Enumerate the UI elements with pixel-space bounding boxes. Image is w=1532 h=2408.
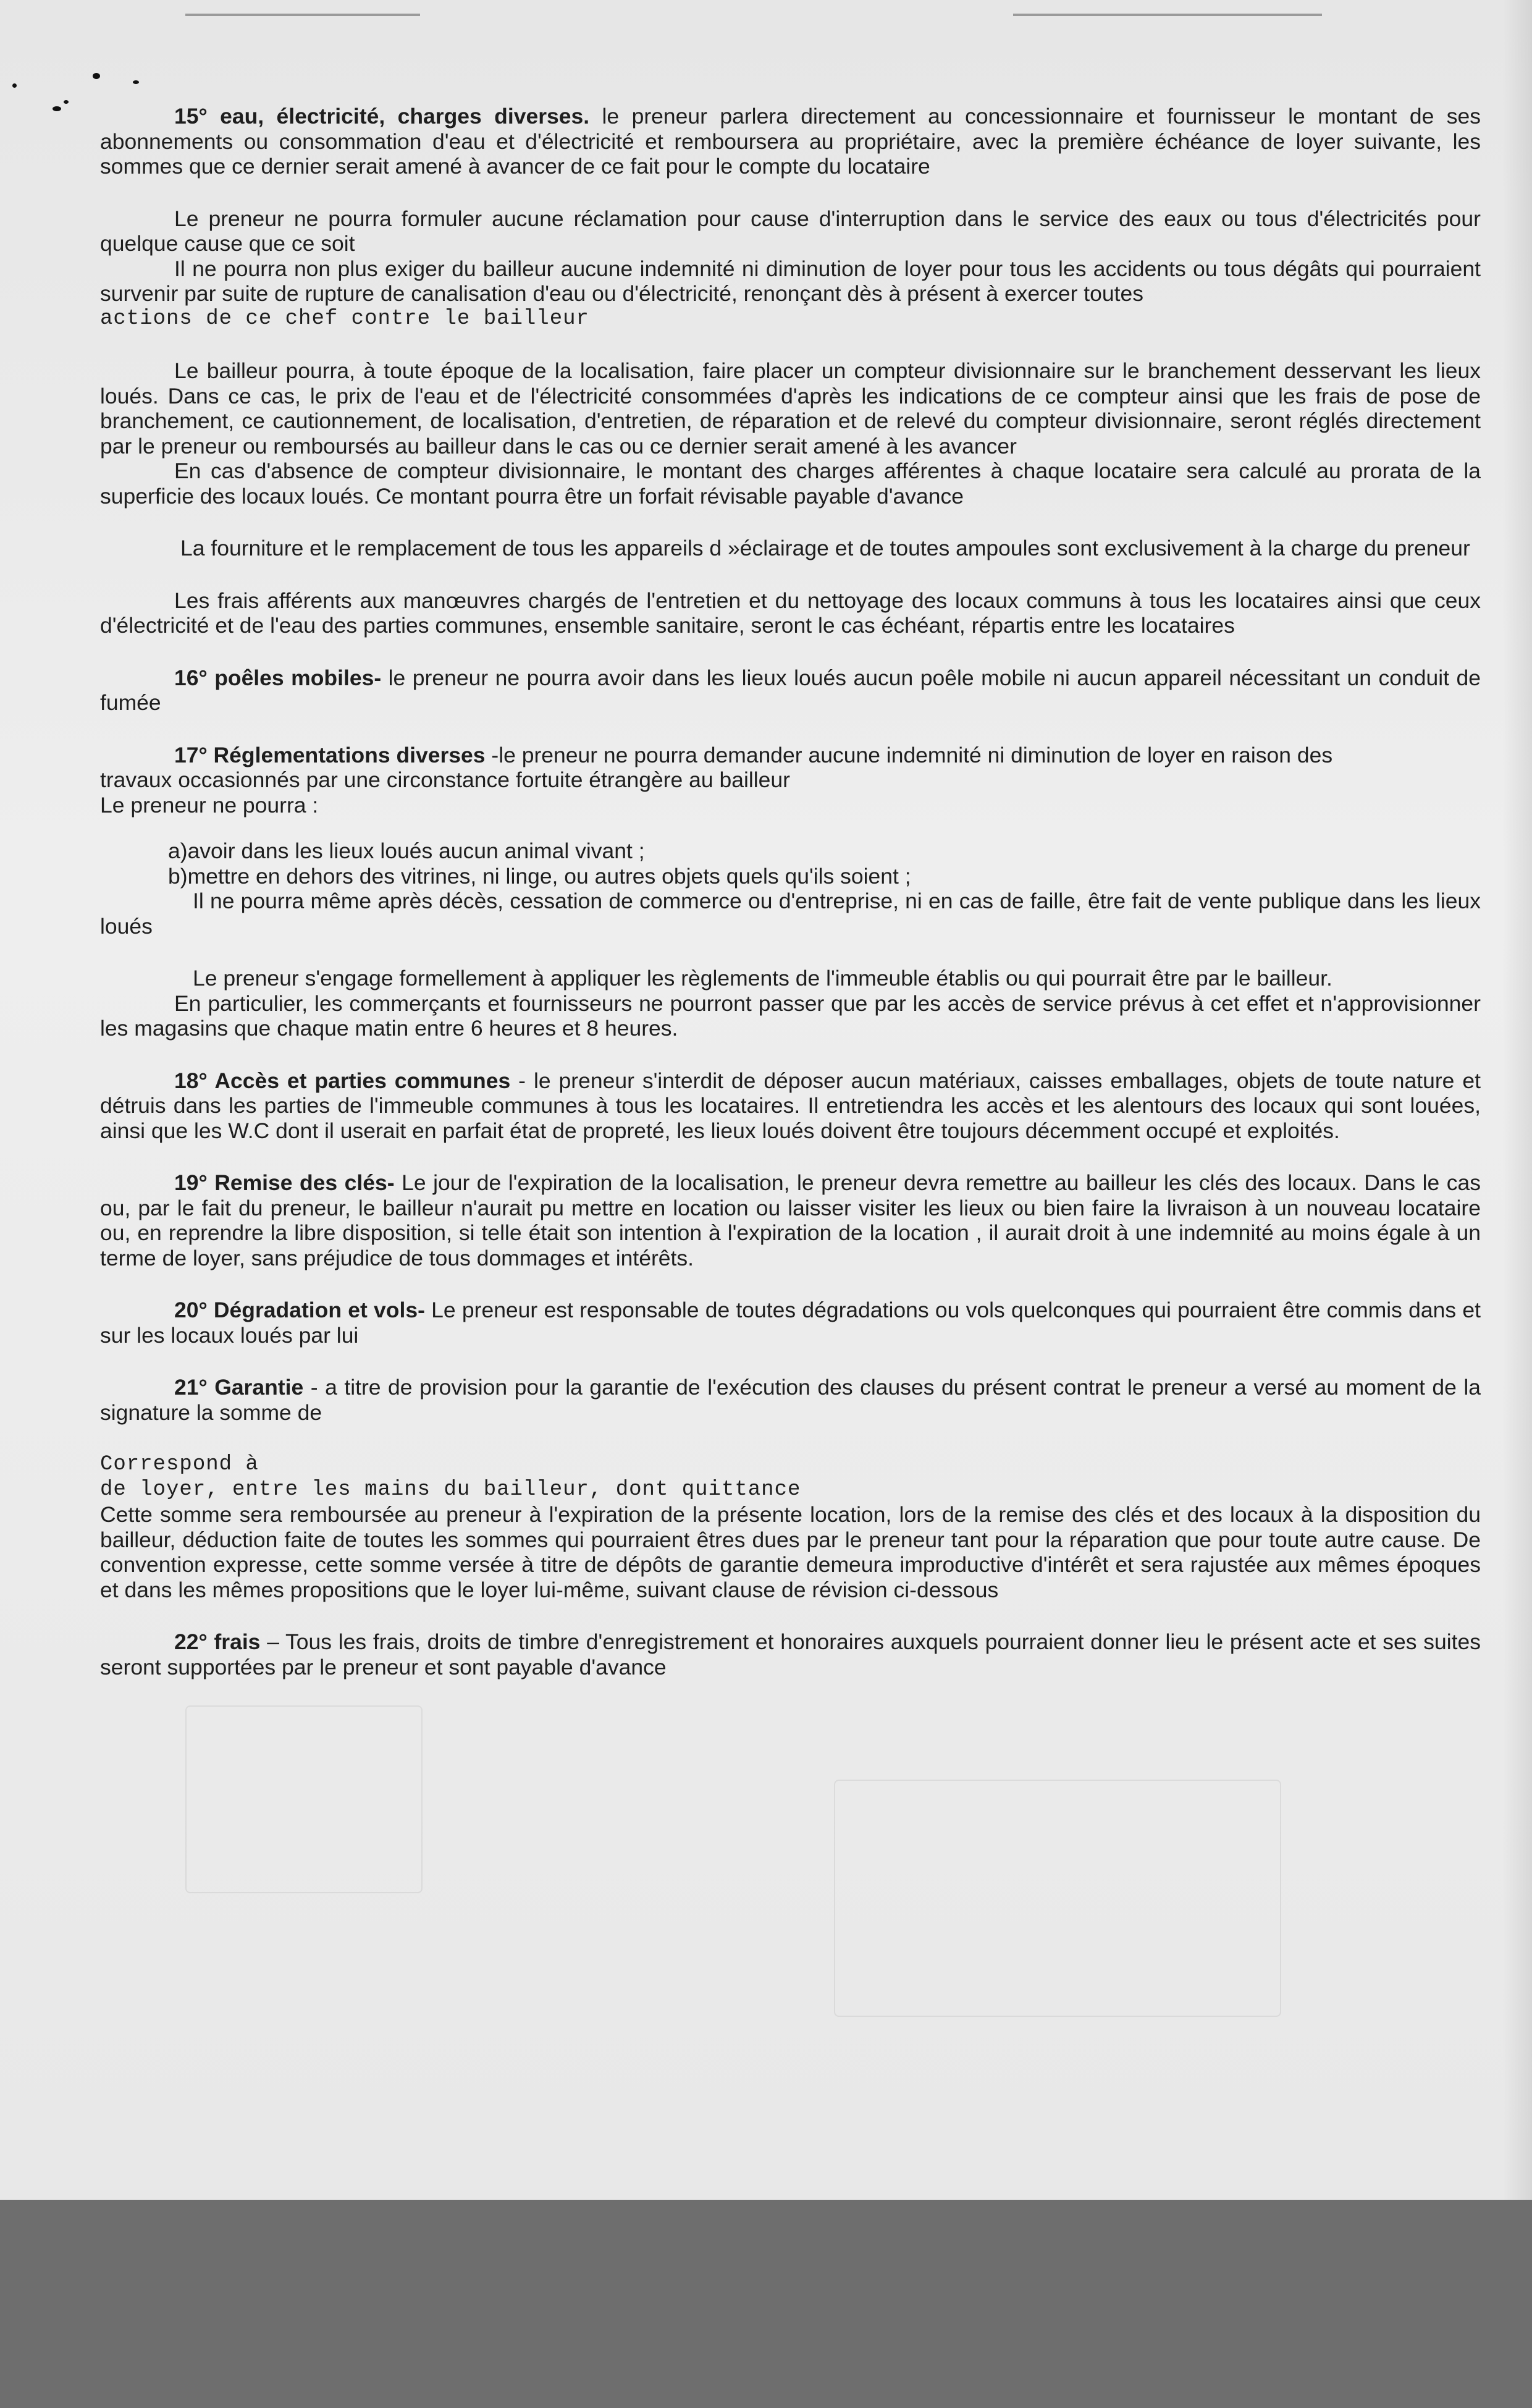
clause-17-commercants: En particulier, les commerçants et fournisseurs ne pourront passer que par les accès de service prévus à cet effet et n'approvisionner les magasins que chaque matin entre 6 heures et 8 heures. xyxy=(100,991,1481,1041)
clause-15-reclamation: Le preneur ne pourra formuler aucune réclamation pour cause d'interruption dans le service des eaux ou tous d'électricités pour quelque cause que ce soit xyxy=(100,206,1481,256)
clause-19-heading: 19° Remise des clés- xyxy=(174,1170,395,1195)
scan-edge-mark xyxy=(1013,14,1322,16)
clause-17-heading: 17° Réglementations diverses xyxy=(174,742,486,767)
clause-17-intro: Le preneur ne pourra : xyxy=(100,792,319,817)
clause-21-remboursement: Cette somme sera remboursée au preneur à l'expiration de la présente location, lors de la remise des clés et des locaux à la disposition du bailleur, déduction faite de toutes les sommes qui pourraient êtres dues par le preneur tant pour la réparation que pour toute autre cause. De convention expresse, cette somme versée à titre de dépôts de garantie demeura improductive d'intérêt et sera rajustée aux mêmes époques et dans les mêmes propositions que le loyer lui-même, suivant clause de révision ci-dessous xyxy=(100,1502,1481,1602)
clause-20-heading: 20° Dégradation et vols- xyxy=(174,1298,425,1322)
clause-21-quittance: de loyer, entre les mains du bailleur, dont quittance xyxy=(100,1477,801,1502)
clause-21-heading: 21° Garantie xyxy=(174,1375,304,1400)
clause-19-paragraph: 19° Remise des clés- Le jour de l'expiration de la localisation, le preneur devra remettre au bailleur les clés des locaux. Dans le cas ou, par le fait du preneur, le bailleur n'aurait pu mettre en location ou laisser visiter les lieux ou bien faire la livraison à un nouveau locataire ou, en reprendre la libre disposition, si telle était son intention à l'expiration de la location , il aurait droit à une indemnité au moins égale à un terme de loyer, sans préjudice de tous dommages et intérêts. xyxy=(100,1170,1481,1270)
clause-15-paragraph: 15° eau, électricité, charges diverses. le preneur parlera directement au concessionnaire et fournisseur le montant de ses abonnements ou consommation d'eau et d'électricité et remboursera au propriétaire, avec la première échéance de loyer suivante, les sommes que ce dernier serait amené à avancer de ce fait pour le compte du locataire xyxy=(100,104,1481,179)
scan-speck xyxy=(64,100,69,104)
clause-21-correspond: Correspond à xyxy=(100,1453,259,1476)
clause-15-indemnite: Il ne pourra non plus exiger du bailleur aucune indemnité ni diminution de loyer pour tous les accidents ou tous dégâts qui pourraient survenir par suite de rupture de canalisation d'eau ou d'électricité, renonçant dès à présent à exercer toutes xyxy=(100,256,1481,306)
clause-17-item-a: a)avoir dans les lieux loués aucun animal vivant ; xyxy=(168,839,645,863)
clause-17-item-b: b)mettre en dehors des vitrines, ni linge, ou autres objets quels qu'ils soient ; xyxy=(168,863,911,889)
clause-15-indemnite-end: actions de ce chef contre le bailleur xyxy=(100,306,589,331)
clause-15-frais: Les frais afférents aux manœuvres chargés de l'entretien et du nettoyage des locaux communs à tous les locataires ainsi que ceux d'électricité et de l'eau des parties communes, ensemble sanitaire, seront le cas échéant, répartis entre les locataires xyxy=(100,588,1481,638)
clause-15-heading: 15° eau, électricité, charges diverses. xyxy=(174,104,590,129)
clause-22-heading: 22° frais xyxy=(174,1629,261,1654)
clause-15-absence-compteur: En cas d'absence de compteur divisionnaire, le montant des charges afférentes à chaque locataire sera calculé au prorata de la superficie des locaux loués. Ce montant pourra être un forfait révisable payable d'avance xyxy=(100,458,1481,509)
clause-18-paragraph: 18° Accès et parties communes - le preneur s'interdit de déposer aucun matériaux, caisses emballages, objets de toute nature et détruis dans les parties de l'immeuble communes à tous les locataires. Il entretiendra les accès et les alentours des locaux qui sont louées, ainsi que les W.C dont il userait en parfait état de propreté, les lieux loués doivent être toujours décemment occupé et exploités. xyxy=(100,1068,1481,1143)
clause-21-paragraph: 21° Garantie - a titre de provision pour la garantie de l'exécution des clauses du présent contrat le preneur a versé au moment de la signature la somme de xyxy=(100,1375,1481,1425)
scan-edge-mark xyxy=(185,14,420,16)
clause-22-paragraph: 22° frais – Tous les frais, droits de timbre d'enregistrement et honoraires auxquels pourraient donner lieu le présent acte et ses suites seront supportées par le preneur et sont payable d'avance xyxy=(100,1629,1481,1679)
scan-speck xyxy=(53,106,61,111)
clause-16-heading: 16° poêles mobiles- xyxy=(174,665,382,690)
faint-stamp-bleed xyxy=(185,1705,423,1893)
clause-15-compteur: Le bailleur pourra, à toute époque de la localisation, faire placer un compteur divisionnaire sur le branchement desservant les lieux loués. Dans ce cas, le prix de l'eau et de l'électricité consommées d'après les indications de ce compteur ainsi que les frais de pose de branchement, ce cautionnement, de localisation, d'entretien, de réparation et de relevé du compteur divisionnaire, seront réglés directement par le preneur ou remboursés au bailleur dans le cas ou ce dernier serait amené à les avancer xyxy=(100,358,1481,458)
clause-17-travaux: travaux occasionnés par une circonstance fortuite étrangère au bailleur xyxy=(100,767,790,792)
scan-speck xyxy=(133,80,139,84)
clause-17-paragraph: 17° Réglementations diverses -le preneur ne pourra demander aucune indemnité ni diminution de loyer en raison des xyxy=(174,742,1333,767)
clause-20-paragraph: 20° Dégradation et vols- Le preneur est responsable de toutes dégradations ou vols quelconques qui pourraient être commis dans et sur les locaux loués par lui xyxy=(100,1298,1481,1348)
faint-stamp-bleed xyxy=(834,1780,1281,2017)
clause-15-fourniture: La fourniture et le remplacement de tous les appareils d »éclairage et de toutes ampoules sont exclusivement à la charge du preneur xyxy=(180,536,1470,560)
clause-16-paragraph: 16° poêles mobiles- le preneur ne pourra avoir dans les lieux loués aucun poêle mobile ni aucun appareil nécessitant un conduit de fumée xyxy=(100,665,1481,715)
clause-17-engagement: Le preneur s'engage formellement à appliquer les règlements de l'immeuble établis ou qui pourrait être par le bailleur. xyxy=(193,966,1332,991)
contract-text xyxy=(100,104,1481,1679)
scan-speck xyxy=(93,73,100,79)
clause-17-deces: Il ne pourra même après décès, cessation de commerce ou d'entreprise, ni en cas de faille, être fait de vente publique dans les lieux loués xyxy=(100,889,1481,939)
clause-18-heading: 18° Accès et parties communes xyxy=(174,1068,511,1093)
scan-speck xyxy=(12,83,17,88)
